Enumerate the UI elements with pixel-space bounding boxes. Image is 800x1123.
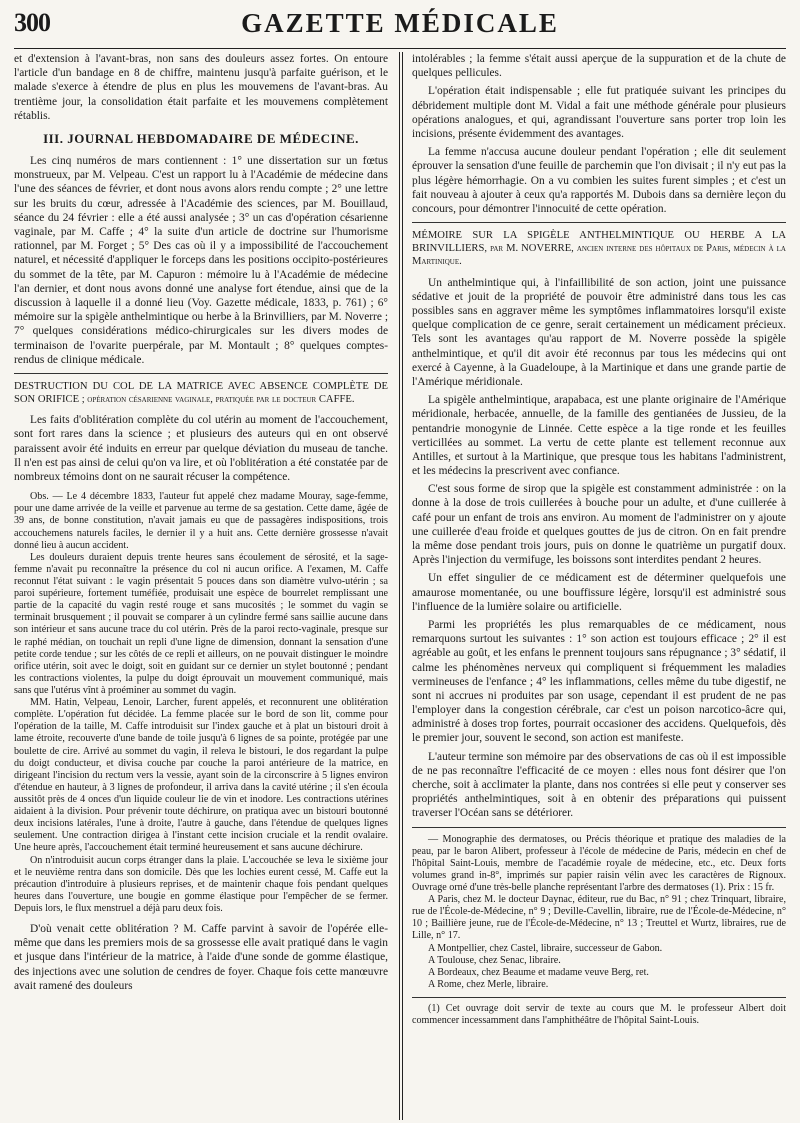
book-notice: — Monographie des dermatoses, ou Précis théorique et pratique des maladies de la peau, par le baron Alibert, professeur à l'école de médecine de Paris, médecin en chef de l'hôpital Saint-Louis, membre de l'académie royale de médecine, etc., etc. Deux forts volumes grand in-8°, imprimés sur papier raisin vélin avec les caractères de Rignoux. Ouvrage orné d'une très-belle planche représentant l'arbre des dermatoses (1). Prix : 15 fr. — [412, 833, 786, 893]
notice-address: A Montpellier, chez Castel, libraire, successeur de Gabon. — [428, 942, 663, 954]
footnote: (1) Cet ouvrage doit servir de texte au cours que M. le professeur Albert doit commencer incessamment dans l'amphithéâtre de l'hôpital Saint-Louis. — [412, 1002, 786, 1027]
article-subhead: DESTRUCTION DU COL DE LA MATRICE AVEC ABSENCE COMPLÈTE DE SON ORIFICE ; opération césarienne vaginale, pratiquée par le docteur CAFFE. — [14, 380, 388, 406]
article-subhead: MÉMOIRE SUR LA SPIGÈLE ANTHELMINTIQUE OU HERBE A LA BRINVILLIERS, par M. NOVERRE, ancien interne des hôpitaux de Paris, médecin à la Martinique. — [412, 230, 786, 268]
section-title: III. JOURNAL HEBDOMADAIRE DE MÉDECINE. — [43, 130, 359, 146]
paragraph-faits: Les faits d'oblitération complète du col utérin au moment de l'accouchement, sont fort rares dans la science ; et plusieurs des auteurs qui en ont observé paraissent avoir été induits en erreur par quelque déviation du museau de tanche. Il n'en est pas ainsi de celui qu'on va lire, et où l'oblitération a été constatée par de nombreux témoins dont on ne saurait récuser la compétence. — [14, 414, 388, 484]
notice-address: A Bordeaux, chez Beaume et madame veuve Berg, ret. — [428, 966, 649, 978]
notice-address: A Toulouse, chez Senac, libraire. — [428, 954, 561, 966]
right-column — [412, 52, 786, 1027]
paragraph-intro: Les cinq numéros de mars contiennent : 1° une dissertation sur un fœtus monstrueux, par M. Velpeau. C'est un rapport lu à l'Académie de médecine dans l'une des séances de février, et dont nous avons alors rendu compte ; 2° une lettre sur les bruits du cœur, adressée à l'Académie des sciences, par M. Bouillaud, séance du 24 février : elle a été aussi analysée ; 3° un cas d'opération césarienne vaginale, par M. Caffe ; 4° la suite d'un article de doctrine sur l'humorisme rationnel, par M. Forget ; 5° Des cas où il y a impossibilité de l'accouchement naturel, et nécessité d'appliquer le forceps dans les positions occipito-postérieures du sommet de la tête, par M. Capuron : mémoire lu à l'Académie de médecine l'an dernier, et dont nous avons donné une analyse fort étendue, ainsi que de la discussion à laquelle il a donné lieu (Voy. Gazette médicale, 1833, p. 761) ; 6° mémoire sur la spigèle anthelmintique ou herbe à la Brinvilliers, par M. Noverre ; 7° quelques considérations médico-chirurgicales sur les divers modes de terminaison de l'ovarite puerpérale, par M. Montault ; 8° quelques comptes-rendus de clinique médicale. — [14, 155, 388, 366]
notice-address: A Rome, chez Merle, libraire. — [428, 978, 549, 990]
header-rule — [14, 48, 786, 49]
journal-title: GAZETTE MÉDICALE — [241, 8, 559, 38]
footnote-rule — [412, 997, 786, 998]
column-divider — [399, 52, 403, 1120]
observation-paragraph: MM. Hatin, Velpeau, Lenoir, Larcher, furent appelés, et reconnurent une oblitération complète. L'opération fut décidée. La femme placée sur le bord de son lit, comme pour l'opération de la taille, M. Caffe introduisit sur l'index gauche et à plat un bistouri droit à lame étroite, recouverte d'une bande de toile jusqu'à 6 lignes de sa pointe, protégée par une boulette de cire. Arrivé au sommet du vagin, il releva le bistouri, le dos regardant la pulpe du doigt conducteur, et divisa couche par couche la paroi antérieure de la matrice, en dirigeant l'incision du rectum vers la vessie, ayant soin de la circonscrire à 5 lignes environ d'étendue en hauteur, à 3 lignes de profondeur, il arriva dans la cavité utérine ; il s'en écoula aussitôt près de 4 onces d'un liquide couleur lie de vin et inodore. Les contractions utérines aidaient à la division. Pour prévenir toute déchirure, on pratiqua avec un bistouri boutonné deux incisions latérales, l'une à droite, l'autre à gauche, dans l'étendue de quelques lignes seulement. Une contraction dirigea à l'instant cette incision cruciale et la rendit ovalaire. Une heure après, l'accouchement était terminé heureusement et sans aucune déchirure. — [14, 697, 388, 854]
paragraph-proprietes: Parmi les propriétés les plus remarquables de ce médicament, nous remarquons surtout les suivantes : 1° son action est toujours efficace ; 2° il est agréable au goût, et les enfans le prennent toujours sans répugnance ; 3° sédatif, il calme les phénomènes nerveux qui compliquent si fréquemment les maladies vermineuses de l'enfance ; 4° les inflammations, celles même du tube digestif, ne sont ni accrues ni produites par son usage, cependant il est prudent de ne pas l'employer dans la congestion cérébrale, car c'est un poison narcotico-âcre qui, administré à doses trop fortes, pourrait occasioner des accidens. Quelquefois, dès le premier jour, souvent le second, son action est manifeste. — [412, 618, 786, 745]
observation-paragraph: On n'introduisit aucun corps étranger dans la plaie. L'accouchée se leva le sixième jour et le neuvième rentra dans son domicile. Dès que les lochies eurent cessé, M. Caffe eut la précaution d'introduire à plusieurs reprises, et de maintenir chaque fois pendant quelques heures dans l'ouverture, une bougie en gomme élastique pour l'empêcher de se fermer. Depuis lors, le flux menstruel a déjà paru deux fois. — [14, 854, 388, 914]
divider — [412, 222, 786, 223]
page-number: 300 — [14, 8, 50, 37]
continued-paragraph: intolérables ; la femme s'était aussi aperçue de la suppuration et de la chute de quelques pellicules. — [412, 53, 786, 80]
paragraph-sirop: C'est sous forme de sirop que la spigèle est constamment administrée : on la donne à la dose de trois cuillerées à bouche pour un adulte, et d'une cuillerée à café pour un enfant de trois ans environ. Au moment de l'administrer on y ajoute une cuillerée d'eau froide et quelques gouttes de jus de citron. On en fait prendre la même dose pendant trois jours, puis on donne le quatrième un purgatif doux. Après l'injection du vermifuge, les boissons sont interdites pendant 2 heures. — [412, 483, 786, 567]
notice-address: A Paris, chez M. le docteur Daynac, éditeur, rue du Bac, n° 91 ; chez Trinquart, libraire, rue de l'École-de-Médecine, n° 9 ; Deville-Cavellin, libraire, rue de l'École-de-Médecine, n° 10 ; Baillière jeune, rue de l'École-de-Médecine, n° 13 ; Treuttel et Wurtz, libraires, rue de Lille, n° 17. — [412, 894, 786, 942]
divider — [14, 373, 388, 374]
paragraph-operation: L'opération était indispensable ; elle fut pratiquée suivant les principes du débridement multiple dont M. Vidal a fait une méthode générale pour plusieurs opérations analogues, et qui, agrandissant l'ouverture sans porter trop loin les incisions, présente évidemment des avantages. — [412, 85, 786, 140]
paragraph-femme: La femme n'accusa aucune douleur pendant l'opération ; elle dit seulement éprouver la sensation d'une feuille de parchemin que l'on divisait ; il n'y eut pas la plus légère hémorrhagie. On a vu combien les suites furent simples ; et c'est un fait nouveau à ajouter à ceux qu'a rapportés M. Dubois dans sa dernière leçon du concours, pour démontrer l'innocuité de cette opération. — [412, 146, 786, 215]
continued-paragraph: et d'extension à l'avant-bras, non sans des douleurs assez fortes. On entoure l'article d'un bandage en 8 de chiffre, maintenu jusqu'à parfaite guérison, et le malade s'exerce à étendre de plus en plus les mouvemens de l'avant-bras. Au trentième jour, la consolidation était parfaite et les mouvemens complètement rétablis. — [14, 53, 388, 122]
paragraph-spigele: La spigèle anthelmintique, arapabaca, est une plante originaire de l'Amérique méridionale, herbacée, annuelle, de la famille des gentianées de Jussieu, de la pentandrie monogynie de Linnée. Cette espèce a la tige ronde et les feuilles verticillées au sommet. La vertu de cette plante est tellement reconnue aux Antilles, et surtout à la Martinique, que presque tous les habitans l'administrent, et les médecins la prescrivent avec confiance. — [412, 394, 786, 478]
paragraph-anthelmintique: Un anthelmintique qui, à l'infaillibilité de son action, joint une puissance sédative et jouit de la propriété de pouvoir être administré dans tous les cas possibles sans en aggraver même les symptômes inflammatoires lorsqu'il existe quelque complication de ce genre, serait certainement un médicament précieux. Tels sont les avantages qu'au rapport de M. Noverre possède la spigèle anthelmintique, et qu'il dit avoir été reconnus par tous les médecins qui ont exercé à Cayenne, à la Guadeloupe, à la Martinique et dans une grande partie de l'Amérique méridionale. — [412, 276, 786, 388]
paragraph-auteur: L'auteur termine son mémoire par des observations de cas où il est impossible de ne pas reconnaître l'efficacité de ce moyen : elles nous font désirer que l'on cherche, soit à acclimater la plante, dans nos contrées si elle peut y conserver ses propriétés anthelmintiques, soit à en obtenir des préparations qui puissent traverser l'Océan sans se détériorer. — [412, 750, 786, 820]
left-column — [14, 52, 388, 993]
page-header — [14, 0, 786, 48]
paragraph-effet: Un effet singulier de ce médicament est de déterminer quelquefois une amaurose momentanée, ou une bouffissure légère, lorsqu'il est administré sous l'influence de la lumière solaire ou artificielle. — [412, 572, 786, 613]
paragraph-bottom: D'où venait cette oblitération ? M. Caffe parvint à savoir de l'opérée elle-même que dans les premiers mois de sa grossesse elle avait pratiqué dans le vagin et jusque dans l'intérieur de la matrice, à l'aide d'une sonde de gomme élastique, des injections avec une solution de cendres de foyer. Chaque fois cette manœuvre avait ramené des douleurs — [14, 923, 388, 992]
observation-paragraph: Les douleurs duraient depuis trente heures sans écoulement de sérosité, et la sage-femme n'avait pu reconnaître la présence du col ni aucun orifice. A l'examen, M. Caffe reconnut l'état suivant : le vagin présentait 5 pouces dans son diamètre vulvo-utérin ; sa paroi supérieure, fortement tuméfiée, produisait une espèce de bourrelet remplissant une partie de la capacité du vagin resté rouge et sans mucosités ; le sommet du vagin se terminait brusquement ; il pouvait se comparer à un cylindre fermé sans saillie aucune dans son intérieur et sans aucune trace du col utérin. Près de la paroi recto-vaginale, presque sur le raphé médian, on touchait un repli d'une ligne de dimension, donnant la sensation d'une petite corde tendue ; sur les côtés de ce repli et ailleurs, on ne pouvait distinguer le moindre orifice utérin, soit avec le doigt, soit en guidant sur ce dernier un stylet boutonné ; pendant les contractions violentes, la pulpe du doigt éprouvait un mouvement communiqué, mais sans que l'utérus vînt à proéminer au sommet du vagin. — [14, 551, 388, 696]
observation-paragraph: Obs. — Le 4 décembre 1833, l'auteur fut appelé chez madame Mouray, sage-femme, pour une dame arrivée de la veille et parvenue au terme de sa gestation. Cette dame, âgée de 39 ans, de bonne constitution, n'avait jamais eu que de passagères indispositions, trois accouchemens naturels faciles, le dernier il y a huit ans. Cette dernière grossesse n'avait donné lieu à aucun accident. — [14, 491, 388, 551]
divider — [412, 827, 786, 828]
